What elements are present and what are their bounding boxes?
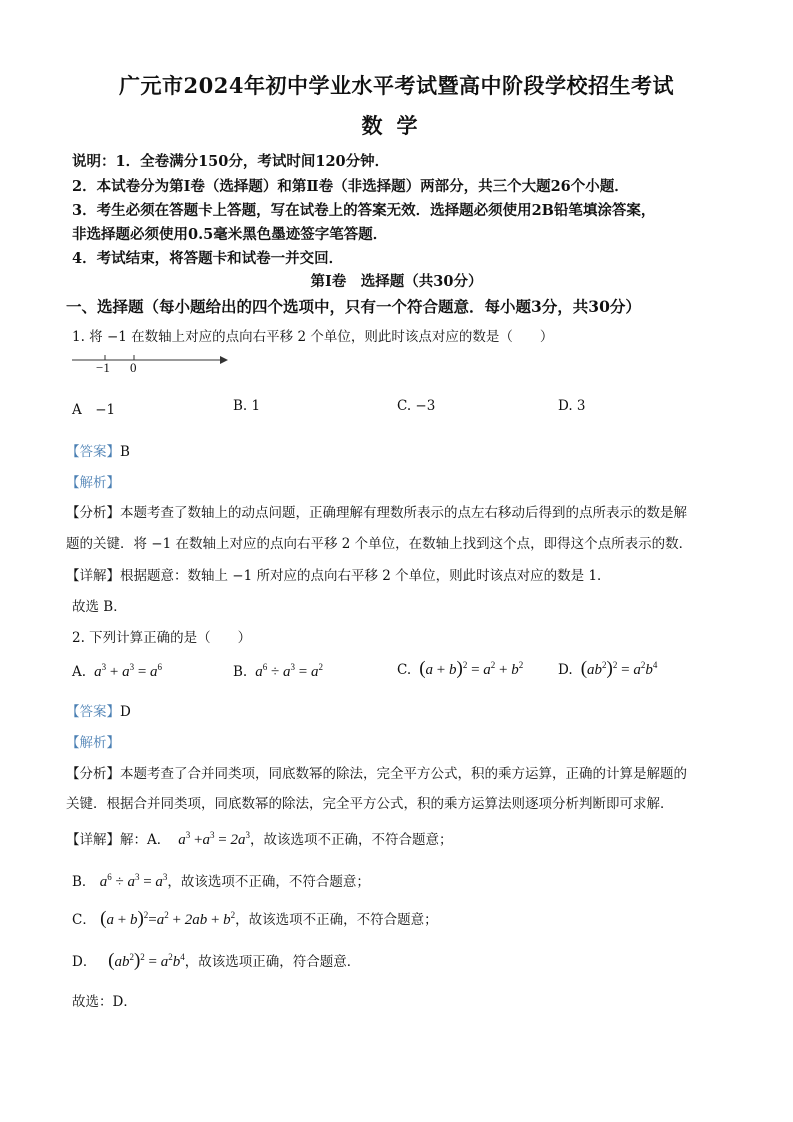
q1-analysis-line2: 题的关键．将 −1 在数轴上对应的点向右平移 2 个单位，在数轴上找到这个点，即得这个点所表示的数．	[66, 536, 693, 552]
exam-title: 广元市2024年初中学业水平考试暨高中阶段学校招生考试	[119, 73, 674, 98]
q2-answer	[66, 700, 131, 720]
q2-detail-c-tail: ，故该选项不正确，不符合题意；	[235, 912, 438, 928]
analysis-tag: 【分析】	[66, 766, 120, 782]
q2-detail-a	[66, 828, 452, 849]
q2-answer-value: D	[120, 704, 131, 720]
q2-option-c-expr: $(a + b)^2 = a^2 + b^2$	[419, 658, 524, 679]
q2-detail-a-expr: $a^3 +a^3 = 2a^3$	[174, 830, 250, 848]
q1-detail-text: 根据题意：数轴上 −1 所对应的点向右平移 2 个单位，则此时该点对应的数是 1．	[120, 568, 611, 584]
q2-analysis-heading: 【解析】	[66, 735, 120, 751]
q2-detail-c-expr: $(a + b)^2=a^2 + 2ab + b^2$	[100, 908, 236, 929]
q1-answer-value: B	[120, 444, 130, 460]
instruction-3-cont: 非选择题必须使用0.5毫米黑色墨迹签字笔答题．	[72, 226, 388, 243]
q2-detail-a-tail: ，故该选项不正确，不符合题意；	[249, 832, 453, 848]
detail-tag: 【详解】	[66, 832, 120, 848]
q2-option-d	[558, 658, 657, 680]
q2-detail-d-expr: $(ab^2)^2 = a^2b^4$	[108, 950, 185, 971]
q2-detail-b-tail: ，故该选项不正确，不符合题意；	[167, 874, 370, 890]
q2-option-d-label: D.	[558, 662, 573, 678]
q1-option-a: A −1	[72, 402, 116, 418]
q2-conclusion: 故选：D．	[72, 994, 137, 1010]
answer-tag: 【答案】	[66, 444, 120, 460]
q2-analysis-text1: 本题考查了合并同类项，同底数幂的除法，完全平方公式，积的乘方运算，正确的计算是解题的	[120, 766, 687, 782]
q2-option-b-label: B.	[233, 664, 248, 680]
q2-analysis-line1	[66, 762, 687, 782]
q2-detail-b-label: B．	[72, 874, 96, 890]
instruction-4: 4．考试结束，将答题卡和试卷一并交回．	[72, 250, 344, 267]
q2-detail-b-expr: $a^6 \div a^3 = a^3$	[99, 872, 168, 890]
q2-option-c-label: C.	[397, 662, 412, 678]
q1-conclusion: 故选 B．	[72, 599, 127, 615]
q1-detail	[66, 564, 611, 584]
detail-tag: 【详解】	[66, 568, 120, 584]
tick-label-neg1: −1	[96, 360, 110, 375]
instruction-1: 说明：1．全卷满分150分，考试时间120分钟．	[72, 153, 390, 170]
q2-detail-d	[72, 950, 360, 972]
analysis-tag: 【分析】	[66, 505, 120, 521]
tick-label-0: 0	[130, 360, 137, 375]
q1-option-d: D. 3	[558, 398, 586, 414]
q2-stem: 2. 下列计算正确的是（ ）	[72, 630, 252, 646]
q2-detail-b	[72, 870, 370, 891]
q2-detail-c	[72, 908, 438, 930]
q1-stem: 1. 将 −1 在数轴上对应的点向右平移 2 个单位，则此时该点对应的数是（ ）	[72, 329, 554, 345]
q1-option-b: B. 1	[233, 398, 261, 414]
q1-analysis-heading: 【解析】	[66, 475, 120, 491]
q2-option-a	[72, 662, 162, 681]
q2-option-d-expr: $(ab^2)^2 = a^2b^4$	[580, 658, 658, 679]
q1-answer	[66, 440, 130, 460]
q2-option-a-expr: $a^3 + a^3 = a^6$	[90, 662, 163, 680]
q2-detail-d-label: D．	[72, 954, 97, 970]
q2-analysis-line2: 关键．根据合并同类项，同底数幂的除法，完全平方公式，积的乘方运算法则逐项分析判断即可求解．	[66, 796, 674, 812]
instruction-2: 2．本试卷分为第Ⅰ卷（选择题）和第Ⅱ卷（非选择题）两部分，共三个大题26个小题．	[72, 178, 629, 195]
section-title: 第Ⅰ卷 选择题（共30分）	[310, 273, 483, 290]
q1-analysis-line1	[66, 501, 687, 521]
q2-option-b	[233, 662, 323, 681]
answer-tag: 【答案】	[66, 704, 120, 720]
q1-analysis-text1: 本题考查了数轴上的动点问题，正确理解有理数所表示的点左右移动后得到的点所表示的数是解	[120, 505, 687, 521]
q2-detail-d-tail: ，故该选项正确，符合题意．	[184, 954, 361, 970]
q2-option-b-expr: $a^6 \div a^3 = a^2$	[251, 662, 323, 680]
exam-subject: 数学	[361, 113, 432, 138]
q2-detail-c-label: C．	[72, 912, 96, 928]
section-subtitle: 一、选择题（每小题给出的四个选项中，只有一个符合题意．每小题3分，共30分）	[66, 297, 641, 316]
number-line	[72, 350, 232, 380]
q2-option-a-label: A.	[72, 664, 87, 680]
q2-option-c	[397, 658, 523, 680]
q2-detail-prefix: 解：A．	[120, 832, 171, 848]
instruction-3: 3．考生必须在答题卡上答题，写在试卷上的答案无效．选择题必须使用2B铅笔填涂答案，	[72, 202, 656, 219]
q1-option-c: C. −3	[397, 398, 436, 414]
